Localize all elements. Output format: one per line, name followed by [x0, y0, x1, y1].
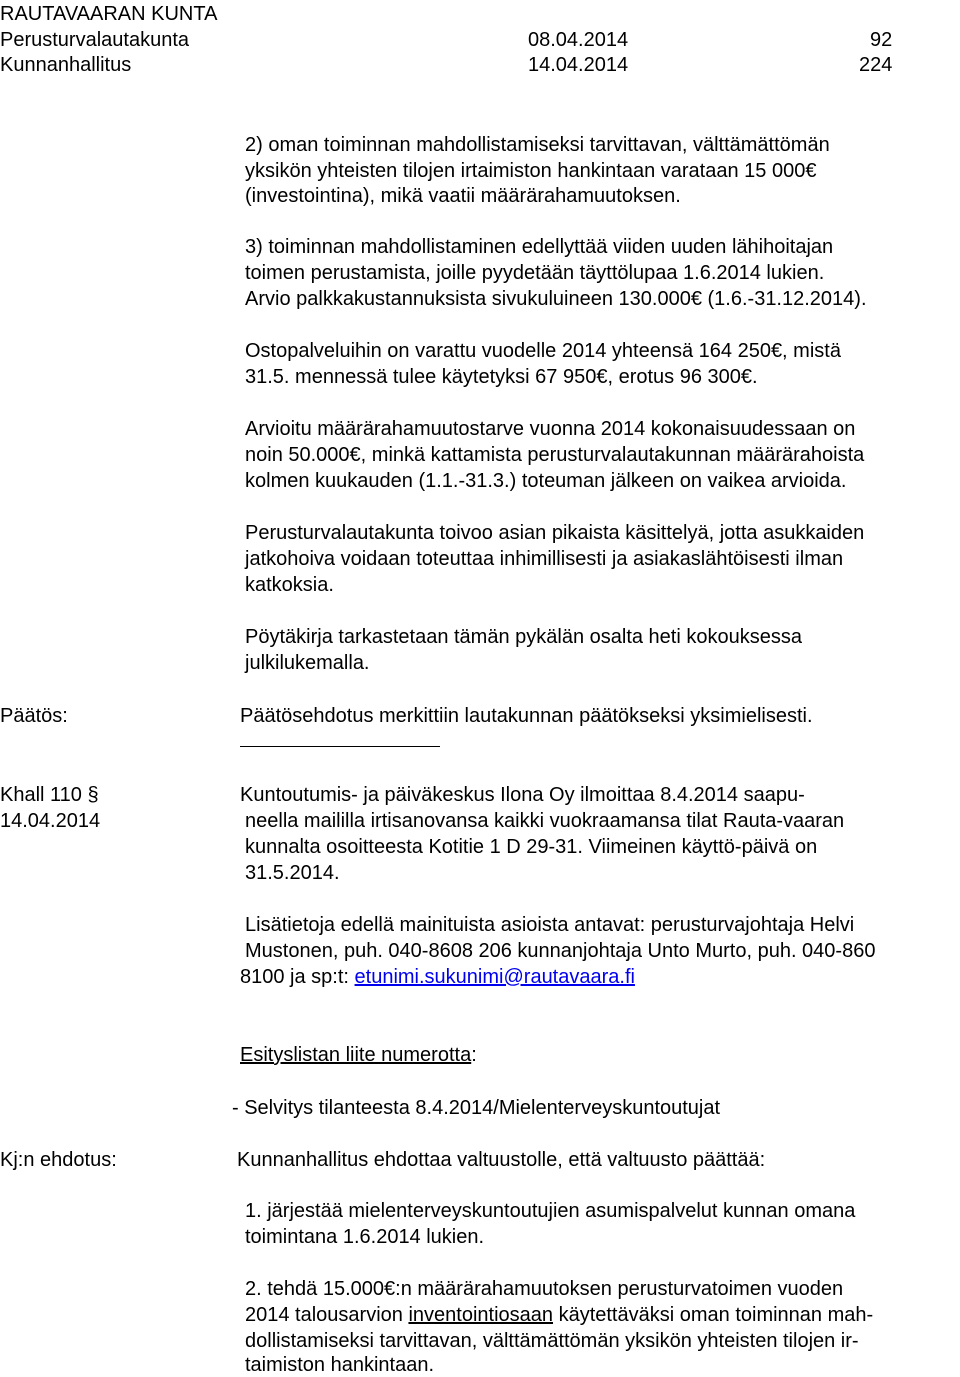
paragraph-line: toimen perustamista, joille pyydetään täyttölupaa 1.6.2014 lukien. — [245, 262, 825, 284]
contact-prefix: 8100 ja sp:t: — [240, 966, 355, 988]
section-divider — [240, 746, 440, 747]
decision-label: Päätös: — [0, 705, 68, 727]
paragraph-line: Arvio palkkakustannuksista sivukuluineen 130.000€ (1.6.-31.12.2014). — [245, 288, 867, 310]
list-item: 2. tehdä 15.000€:n määrärahamuutoksen perusturvatoimen vuoden — [245, 1278, 844, 1300]
paragraph-line: Kuntoutumis- ja päiväkeskus Ilona Oy ilmoittaa 8.4.2014 saapu- — [240, 784, 805, 806]
paragraph-line: jatkohoiva voidaan toteuttaa inhimillisesti ja asiakaslähtöisesti ilman — [245, 548, 844, 570]
attachments-heading — [240, 1043, 477, 1067]
header-date-1: 08.04.2014 — [528, 29, 629, 51]
paragraph-line: katkoksia. — [245, 574, 334, 596]
paragraph-line: 31.5.2014. — [245, 862, 340, 884]
decision-text: Päätösehdotus merkittiin lautakunnan päätökseksi yksimielisesti. — [240, 705, 813, 727]
paragraph-line: Perusturvalautakunta toivoo asian pikaista käsittelyä, jotta asukkaiden — [245, 522, 865, 544]
header-body-2: Kunnanhallitus — [0, 54, 132, 76]
paragraph-line: Pöytäkirja tarkastetaan tämän pykälän osalta heti kokouksessa — [245, 626, 802, 648]
organization-name: RAUTAVAARAN KUNTA — [0, 3, 218, 25]
paragraph-line: yksikön yhteisten tilojen irtaimiston hankintaan varataan 15 000€ — [245, 160, 817, 182]
paragraph-line: kunnalta osoitteesta Kotitie 1 D 29-31. Viimeinen käyttö-päivä on — [245, 836, 818, 858]
paragraph-line: noin 50.000€, minkä kattamista perusturvalautakunnan määrärahoista — [245, 444, 865, 466]
attachments-colon: : — [471, 1044, 477, 1066]
attachments-label: Esityslistan liite numerotta — [240, 1044, 472, 1066]
paragraph-line: Arvioitu määrärahamuutostarve vuonna 2014 kokonaisuudessaan on — [245, 418, 856, 440]
paragraph-line: 3) toiminnan mahdollistaminen edellyttää viiden uuden lähihoitajan — [245, 236, 834, 258]
paragraph-line: 31.5. mennessä tulee käytetyksi 67 950€, erotus 96 300€. — [245, 366, 758, 388]
list-item-continuation: taimiston hankintaan. — [245, 1354, 435, 1376]
list-item-continuation: dollistamiseksi tarvittavan, välttämättömän yksikön yhteisten tilojen ir- — [245, 1330, 859, 1352]
list-item: 1. järjestää mielenterveyskuntoutujien asumispalvelut kunnan omana — [245, 1200, 856, 1222]
header-page-1: 92 — [870, 29, 893, 51]
paragraph-line: julkilukemalla. — [245, 652, 370, 674]
khall-section-number: Khall 110 § — [0, 784, 99, 806]
paragraph-line: (investointina), mikä vaatii määrärahamuutoksen. — [245, 185, 681, 207]
paragraph-line: kolmen kuukauden (1.1.-31.3.) toteuman jälkeen on vaikea arvioida. — [245, 470, 847, 492]
paragraph-line: 2) oman toiminnan mahdollistamiseksi tarvittavan, välttämättömän — [245, 134, 830, 156]
paragraph-line: neella maililla irtisanovansa kaikki vuokraamansa tilat Rauta-vaaran — [245, 810, 845, 832]
header-body-1: Perusturvalautakunta — [0, 29, 190, 51]
email-link[interactable]: etunimi.sukunimi@rautavaara.fi — [354, 966, 635, 988]
proposal-label: Kj:n ehdotus: — [0, 1149, 117, 1171]
contact-line — [240, 965, 635, 989]
list-item-continuation — [245, 1303, 873, 1327]
proposal-text: Kunnanhallitus ehdottaa valtuustolle, että valtuusto päättää: — [237, 1149, 766, 1171]
list-item-continuation: toimintana 1.6.2014 lukien. — [245, 1226, 485, 1248]
paragraph-line: Ostopalveluihin on varattu vuodelle 2014 yhteensä 164 250€, mistä — [245, 340, 841, 362]
paragraph-line: Mustonen, puh. 040-8608 206 kunnanjohtaja Unto Murto, puh. 040-860 — [245, 940, 876, 962]
header-page-2: 224 — [859, 54, 893, 76]
item2-underlined: inventointiosaan — [408, 1304, 554, 1326]
item2-prefix: 2014 talousarvion — [245, 1304, 409, 1326]
item2-suffix: käytettäväksi oman toiminnan mah- — [553, 1304, 874, 1326]
attachment-item: - Selvitys tilanteesta 8.4.2014/Mielenterveyskuntoutujat — [232, 1097, 721, 1119]
paragraph-line: Lisätietoja edellä mainituista asioista antavat: perusturvajohtaja Helvi — [245, 914, 855, 936]
header-date-2: 14.04.2014 — [528, 54, 629, 76]
khall-date: 14.04.2014 — [0, 810, 101, 832]
